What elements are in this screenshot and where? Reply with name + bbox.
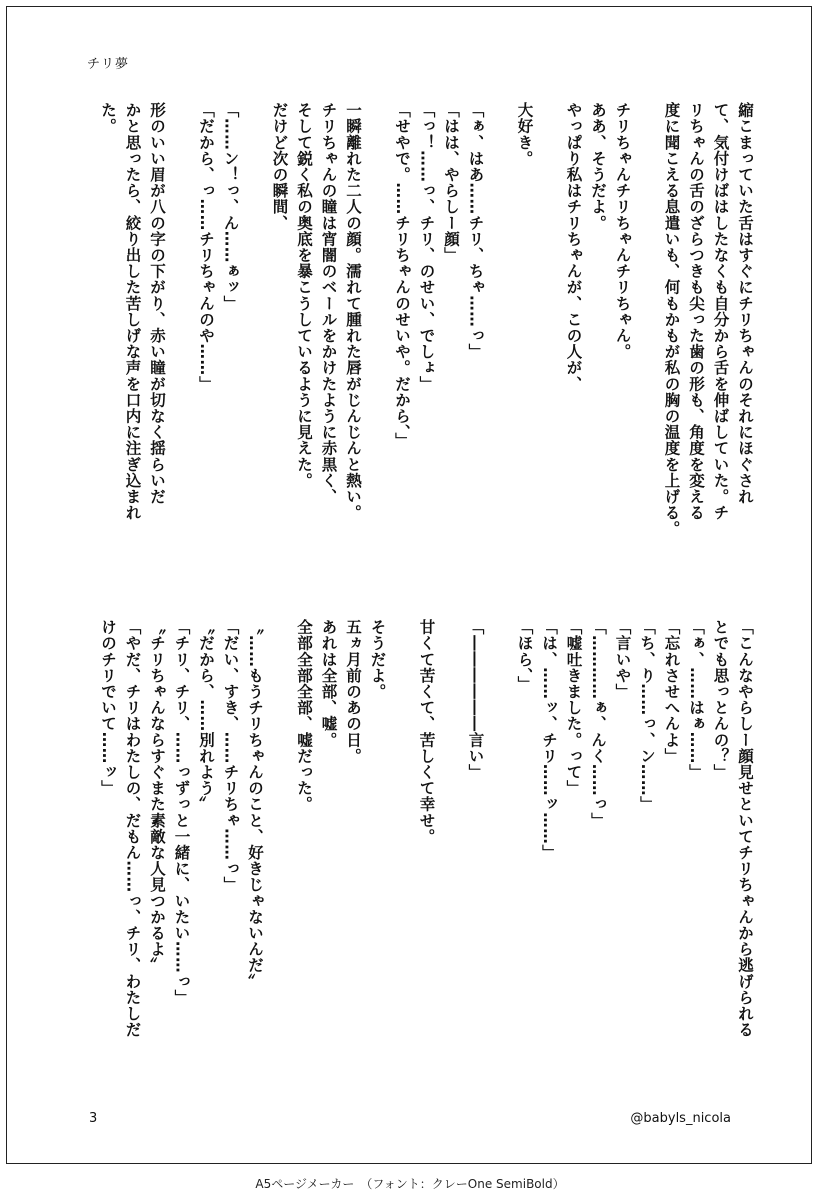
text-line: けのチリでいて……ッ」 (99, 619, 117, 797)
text-line: かと思ったら、絞り出した苦しげな声を口内に注ぎ込まれ (123, 102, 142, 521)
text-line (537, 102, 562, 592)
text-line: 「…………ぁ、んく……っ」 (589, 619, 607, 829)
text-line: 一瞬離れた二人の顔。濡れて腫れた唇がじんじんと熱い。 (344, 102, 362, 521)
text-line: 「嘘吐きました。って」 (564, 619, 583, 797)
text-line: 「はは、やらしー顔」 (442, 102, 460, 263)
text-line: 「……ン！っ、ん……ぁッ」 (221, 102, 240, 312)
text-line (267, 619, 292, 1109)
text-line: 全部全部全部、嘘だった。 (295, 619, 313, 813)
text-line: た。 (99, 102, 117, 135)
text-line: て、気付けばはしたなくも自分から舌を伸ばしていた。チ (711, 102, 730, 521)
text-line: そして鋭く私の奥底を暴こうしているように見えた。 (295, 102, 313, 489)
text-line: 「ぁ、はあ……チリ、ちゃ……っ」 (466, 102, 485, 360)
text-line (635, 102, 660, 592)
text-line: 縮こまっていた舌はすぐにチリちゃんのそれにほぐされ (736, 102, 754, 505)
text-line: 五ヵ月前のあの日。 (344, 619, 362, 764)
page-frame (6, 6, 812, 1164)
text-line: 「チリ、チリ、……っずっと一緒に、いたい……っ」 (172, 619, 191, 1006)
text-line: 「――――――言い」 (466, 619, 485, 780)
text-line: 形のいい眉が八の字の下がり、赤い瞳が切なく揺らいだ (148, 102, 166, 505)
text-line: 〝チリちゃんならすぐまた素敵な人見つかるよ〟 (148, 619, 166, 974)
text-line (243, 102, 268, 592)
text-line: 「だから、っ……チリちゃんのや……」 (197, 102, 215, 392)
text-line: 「っ！……っ、チリ、のせい、でしょ」 (417, 102, 436, 392)
text-line (439, 619, 464, 1109)
text-line: そうだよ。 (368, 619, 387, 700)
text-line: ああ、そうだよ。 (589, 102, 607, 231)
text-line (488, 619, 513, 1109)
text-line: 〝だから、……別れよう〟 (197, 619, 215, 813)
text-block-top (77, 102, 757, 592)
text-line: 度に聞こえる息遣いも、何もかもが私の胸の温度を上げる。 (662, 102, 681, 537)
text-line: あれは全部、嘘。 (319, 619, 338, 748)
text-line (488, 102, 513, 592)
text-line (390, 619, 415, 1109)
text-line: とでも思っとんの？」 (711, 619, 730, 780)
text-line: 〝……もうチリちゃんのこと、好きじゃないんだ〟 (246, 619, 264, 990)
text-line: チリちゃんチリちゃんチリちゃん。 (613, 102, 632, 360)
text-line (365, 102, 390, 592)
text-block-bottom (77, 619, 757, 1109)
text-line: 「ぁ、……はぁ……」 (687, 619, 705, 780)
text-line: 「こんなやらしー顔見せといてチリちゃんから逃げられる (736, 619, 754, 1038)
text-line (169, 102, 194, 592)
text-line: 甘くて苦くて、苦しくて幸せ。 (417, 619, 436, 845)
text-line: 「せやで。……チリちゃんのせいや。だから、」 (393, 102, 411, 449)
text-line: 「ち、り……っ、ン……」 (638, 619, 656, 813)
text-line: リちゃんの舌のざらつきも尖った歯の形も、角度を変える (687, 102, 705, 521)
text-line: 大好き。 (515, 102, 534, 167)
page-number: 3 (89, 1111, 98, 1126)
generator-credit: A5ページメーカー （フォント：クレーOne SemiBold） (255, 1177, 565, 1191)
text-line: チリちゃんの瞳は宵闇のベールをかけたように赤黒く、 (319, 102, 338, 505)
text-line: だけど次の瞬間、 (270, 102, 289, 231)
author-handle: @babyls_nicola (630, 1111, 731, 1126)
running-title: チリ夢 (87, 57, 130, 72)
text-line: 「は、……ッ、チリ……ッ……」 (540, 619, 558, 861)
text-line: やっぱり私はチリちゃんが、この人が、 (564, 102, 583, 392)
text-line: 「やだ、チリはわたしの、だもん……っ、チリ、わたしだ (123, 619, 142, 1038)
text-line: 「だい、すき、……チリちゃ……っ」 (221, 619, 240, 893)
text-line: 「言いや」 (613, 619, 632, 700)
text-line: 「忘れさせへんよ」 (662, 619, 681, 764)
text-line: 「ほら、」 (515, 619, 534, 692)
